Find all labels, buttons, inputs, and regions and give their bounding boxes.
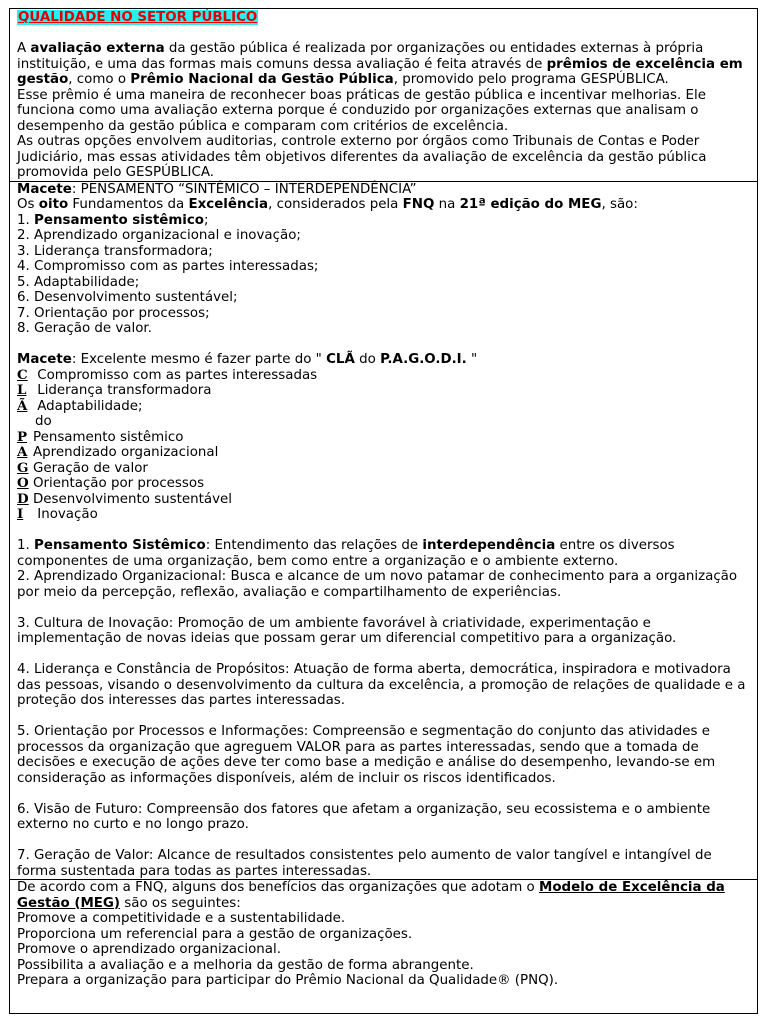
bold-term: 21ª edição do MEG [459,197,602,212]
acronym-letter: Ã [17,397,28,414]
text-run: A [17,41,31,56]
acronym-text: Pensamento sistêmico [33,429,184,445]
list-text: Aprendizado organizacional e inovação; [34,228,301,243]
macete-heading [17,182,750,198]
bold-term: Prêmio Nacional da Gestão Pública [130,72,394,87]
acronym-text: do [35,414,52,429]
acronym-letter: O [17,475,29,491]
acronym-letter: C [17,366,28,383]
acronym-row [17,492,750,508]
acronym-letter: G [17,459,29,476]
definition-4: 4. Liderança e Constância de Propósitos: Atuação de forma aberta, democrática, inspiradora e motivadora das pessoas, visando o desenvolvimento da cultura da excelência, a promoção de relações de qualidade e a proteção dos interesses das partes interessadas. [17,662,746,708]
acronym-text: Liderança transformadora [33,383,212,398]
bold-term: Modelo de Excelência da Gestão (MEG) [17,880,725,911]
acronym-row [17,445,750,461]
bold-term: FNQ [402,197,435,212]
list-text: Adaptabilidade; [34,274,140,290]
list-number: 3. [17,243,35,259]
text-run: " [466,352,478,367]
list-item [17,213,750,229]
acronym-letter: P [17,428,28,445]
macete-text: : PENSAMENTO “SINTÊMICO – INTERDEPENDÊNCIA” [71,181,417,197]
list-text: Orientação por processos; [34,305,210,321]
bold-term: oito [38,197,69,212]
definition-2: 2. Aprendizado Organizacional: Busca e alcance de um novo patamar de conhecimento para a organização por meio da percepção, reflexão, avaliação e compartilhamento de experiências. [17,569,738,600]
list-text: Liderança transformadora; [34,243,213,259]
acronym-row [17,507,750,523]
list-text: Desenvolvimento sustentável; [34,290,238,305]
acronym-row [17,368,750,384]
list-tail: ; [204,212,209,228]
acronym-text: Aprendizado organizacional [33,445,219,460]
text-run: entre os diversos componentes de uma organização, bem como entre a organização e o ambiente externo. [17,538,675,569]
text-run: , como o [68,72,131,87]
acronym-row [17,461,750,477]
fundamentos-intro [17,197,750,213]
benefit-item: Proporciona um referencial para a gestão de organizações. [17,926,413,942]
benefit-item: Possibilita a avaliação e a melhoria da gestão de forma abrangente. [17,957,474,973]
text-run: Os [17,197,39,212]
list-item [17,321,750,337]
list-number: 7. [17,305,35,321]
intro-paragraph-3: As outras opções envolvem auditorias, controle externo por órgãos como Tribunais de Contas e Poder Judiciário, mas essas atividades têm objetivos diferentes da avaliação de excelência da gestão pública promovida pelo GESPÚBLICA. [17,134,707,180]
definition-3: 3. Cultura de Inovação: Promoção de um ambiente favorável à criatividade, experimentação e implementação de novas ideias que possam gerar um diferencial competitivo para a organização. [17,615,677,646]
page-title: QUALIDADE NO SETOR PÚBLICO [18,10,258,25]
text-run: da gestão pública é realizada por organizações ou entidades externas à própria instituição, e uma das formas mais comuns dessa avaliação é feita através de [17,41,704,72]
acronym-row [17,414,750,430]
list-number: 1. [17,212,35,228]
bold-term: Excelência [188,197,269,212]
definition-6: 6. Visão de Futuro: Compreensão dos fatores que afetam a organização, seu ecossistema e o ambiente externo no curto e no longo prazo. [17,801,711,832]
list-text: Compromisso com as partes interessadas; [34,259,319,274]
benefit-item: Prepara a organização para participar do Prêmio Nacional da Qualidade® (PNQ). [17,973,559,988]
spacer [17,523,750,539]
text-run: na [434,197,460,212]
text-run: , promovido pelo programa GESPÚBLICA. [393,72,669,87]
bold-term: prêmios de excelência em gestão [17,56,743,87]
acronym-text: Inovação [33,507,98,522]
list-number: 2. [17,228,35,243]
list-item [17,290,750,306]
acronym-text: Geração de valor [33,460,148,476]
list-item [17,306,750,322]
macete-mnemonic [17,352,750,368]
spacer [17,709,750,725]
list-number: 4. [17,259,35,274]
benefit-item: Promove a competitividade e a sustentabilidade. [17,911,346,926]
macete-label: Macete [17,352,72,367]
text-run: De acordo com a FNQ, alguns dos benefícios das organizações que adotam o [17,880,539,895]
acronym-text: Desenvolvimento sustentável [33,491,232,507]
acronym-row [17,383,750,399]
bold-term: Pensamento Sistêmico [34,538,206,553]
text-run: , são: [601,197,638,212]
list-text: Pensamento sistêmico [34,212,205,228]
acronym-letter: L [17,382,27,398]
list-number: 8. [17,321,35,336]
acronym-text: Orientação por processos [33,476,205,491]
text-run: : Entendimento das relações de [205,538,423,553]
acronym-row [17,476,750,492]
text-run: são os seguintes: [120,895,241,911]
definition-5: 5. Orientação por Processos e Informações: Compreensão e segmentação do conjunto das atividades e processos da organização que agreguem VALOR para as partes interessadas, sendo que a tomada de decisões e execução de ações deve ter como base a medição e análise do desempenho, levando-se em consideração as informações disponíveis, além de incluir os riscos identificados. [17,724,716,786]
definition-7: 7. Geração de Valor: Alcance de resultados consistentes pelo aumento de valor tangível e intangível de forma sustentada para todas as partes interessadas. [17,848,712,879]
bold-term: P.A.G.O.D.I. [380,352,467,367]
list-text: Geração de valor. [34,321,152,336]
macete-label: Macete [17,181,72,197]
benefit-item: Promove o aprendizado organizacional. [17,942,281,957]
spacer [17,600,750,616]
acronym-text: Compromisso com as partes interessadas [33,367,318,383]
list-item [17,275,750,291]
bold-term: CLÃ [326,352,355,367]
list-item [17,259,750,275]
text-run: do [354,352,381,367]
spacer [17,337,750,353]
text-run: : Excelente mesmo é fazer parte do " [71,352,327,367]
bold-term: interdependência [422,538,556,553]
text-run: 1. [17,538,35,553]
spacer [17,647,750,663]
acronym-letter: I [17,506,24,522]
acronym-letter: D [17,490,29,507]
text-run: Fundamentos da [68,197,189,212]
spacer [17,26,750,42]
list-item [17,244,750,260]
acronym-letter: A [17,444,28,460]
definition-1 [17,538,750,569]
acronym-row [17,399,750,415]
intro-paragraph-1 [17,41,750,88]
acronym-row [17,430,750,446]
benefits-intro [17,880,750,911]
spacer [17,786,750,802]
bold-term: avaliação externa [30,41,165,56]
list-number: 5. [17,274,35,290]
benefits-section [10,879,757,989]
text-run: , considerados pela [268,197,403,212]
list-item [17,228,750,244]
fundamentos-section [10,181,757,880]
intro-paragraph-2: Esse prêmio é uma maneira de reconhecer boas práticas de gestão pública e incentivar melhorias. Ele funciona como uma avaliação externa porque é conduzido por organizações externas que analisam o desempenho da gestão pública e comparam com critérios de excelência. [17,87,706,134]
acronym-text: Adaptabilidade; [33,398,143,414]
spacer [17,833,750,849]
document-page [9,8,758,1014]
list-number: 6. [17,290,35,305]
